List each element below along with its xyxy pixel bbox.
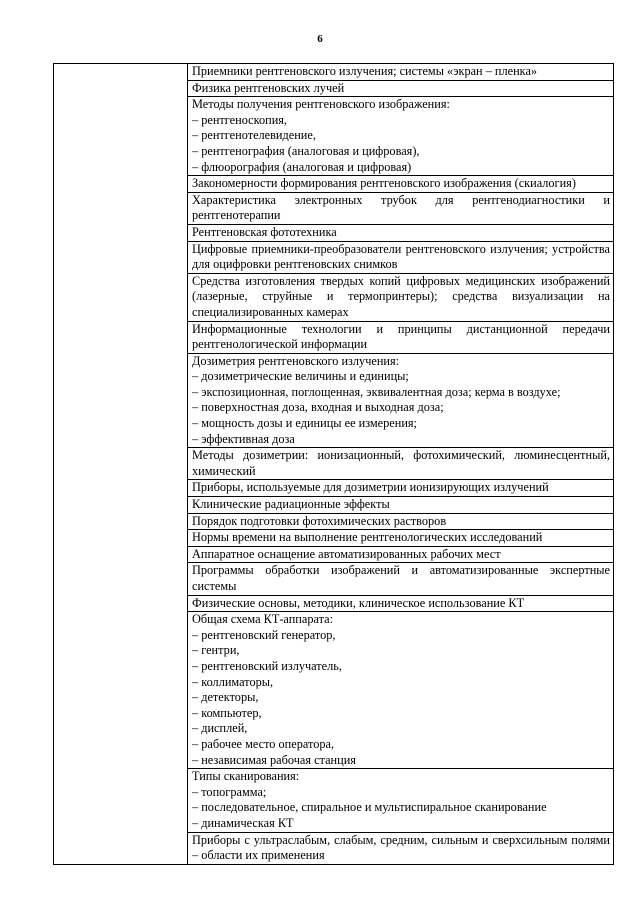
topic-line: Характеристика электронных трубок для рентгенодиагностики и рентгенотерапии xyxy=(192,192,610,223)
topic-cell xyxy=(188,497,614,514)
topic-cell xyxy=(188,563,614,595)
topic-line: Типы сканирования: xyxy=(192,769,300,784)
topic-line: – рентгенотелевидение, xyxy=(192,128,316,143)
topic-line: – коллиматоры, xyxy=(192,674,274,689)
table-row xyxy=(54,64,614,81)
topic-line: Приборы с ультраслабым, слабым, средним, сильным и сверхсильным полями – области их применения xyxy=(192,832,610,863)
topic-line: – детекторы, xyxy=(192,690,259,705)
topic-cell xyxy=(188,224,614,241)
topic-line: Физика рентгеновских лучей xyxy=(192,80,345,95)
topic-cell xyxy=(188,176,614,193)
topic-cell xyxy=(188,546,614,563)
curriculum-table xyxy=(53,63,614,865)
topic-line: Цифровые приемники-преобразователи рентгеновского излучения; устройства для оцифровки рентгеновских снимков xyxy=(192,241,610,272)
topic-line: Общая схема КТ-аппарата: xyxy=(192,612,334,627)
topic-line: – компьютер, xyxy=(192,705,262,720)
topic-line: Информационные технологии и принципы дистанционной передачи рентгенологической информации xyxy=(192,321,610,352)
topic-line: Клинические радиационные эффекты xyxy=(192,497,390,512)
topic-line: Программы обработки изображений и автоматизированные экспертные системы xyxy=(192,563,610,593)
topic-cell xyxy=(188,321,614,353)
page-number: 6 xyxy=(317,33,323,45)
topic-line: Методы получения рентгеновского изображения: xyxy=(192,97,450,112)
topic-cell xyxy=(188,273,614,321)
topic-line: Средства изготовления твердых копий цифровых медицинских изображений (лазерные, струйные и термопринтеры); средства визуализации на специализированных камерах xyxy=(192,273,610,319)
topic-cell xyxy=(188,80,614,97)
topic-line: Порядок подготовки фотохимических растворов xyxy=(192,513,447,528)
topic-line: Методы дозиметрии: ионизационный, фотохимический, люминесцентный, химический xyxy=(192,448,610,478)
topic-cell xyxy=(188,480,614,497)
topic-cell xyxy=(188,97,614,176)
topic-line: Приемники рентгеновского излучения; системы «экран – пленка» xyxy=(192,64,538,78)
table-body xyxy=(54,64,614,865)
topic-line: Нормы времени на выполнение рентгенологических исследований xyxy=(192,530,543,545)
topic-line: Физические основы, методики, клиническое использование КТ xyxy=(192,595,525,610)
topic-cell xyxy=(188,192,614,224)
topic-line: – дозиметрические величины и единицы; xyxy=(192,369,409,384)
topic-line: – последовательное, спиральное и мультиспиральное сканирование xyxy=(192,800,547,815)
topic-line: Закономерности формирования рентгеновского изображения (скиалогия) xyxy=(192,176,576,191)
topic-line: – эффективная доза xyxy=(192,431,295,446)
topic-line: – независимая рабочая станция xyxy=(192,752,356,767)
topic-cell xyxy=(188,241,614,273)
topic-line: – мощность дозы и единицы ее измерения; xyxy=(192,416,417,431)
topic-line: – экспозиционная, поглощенная, эквивалентная доза; керма в воздухе; xyxy=(192,384,561,399)
topic-line: – рентгеновский излучатель, xyxy=(192,658,342,673)
empty-left-column xyxy=(54,64,188,865)
topic-line: – рентгенография (аналоговая и цифровая), xyxy=(192,143,420,158)
topic-line: – гентри, xyxy=(192,643,240,658)
topic-cell xyxy=(188,769,614,832)
topic-cell xyxy=(188,530,614,547)
topic-line: Приборы, используемые для дозиметрии ионизирующих излучений xyxy=(192,480,549,495)
topic-cell xyxy=(188,64,614,81)
topic-line: – дисплей, xyxy=(192,721,248,736)
topic-line: Рентгеновская фототехника xyxy=(192,224,337,239)
topic-line: Аппаратное оснащение автоматизированных рабочих мест xyxy=(192,546,501,561)
topic-line: – динамическая КТ xyxy=(192,815,294,830)
topic-cell xyxy=(188,595,614,612)
topic-cell xyxy=(188,448,614,480)
topic-line: – топограмма; xyxy=(192,784,267,799)
topic-line: Дозиметрия рентгеновского излучения: xyxy=(192,353,400,368)
topic-cell xyxy=(188,353,614,448)
topic-line: – рентгеновский генератор, xyxy=(192,627,336,642)
topic-cell xyxy=(188,513,614,530)
topic-line: – рабочее место оператора, xyxy=(192,736,335,751)
topic-line: – поверхностная доза, входная и выходная доза; xyxy=(192,400,444,415)
topic-cell xyxy=(188,612,614,769)
topic-line: – рентгеноскопия, xyxy=(192,112,288,127)
topic-cell xyxy=(188,832,614,864)
topic-line: – флюорография (аналоговая и цифровая) xyxy=(192,159,412,174)
